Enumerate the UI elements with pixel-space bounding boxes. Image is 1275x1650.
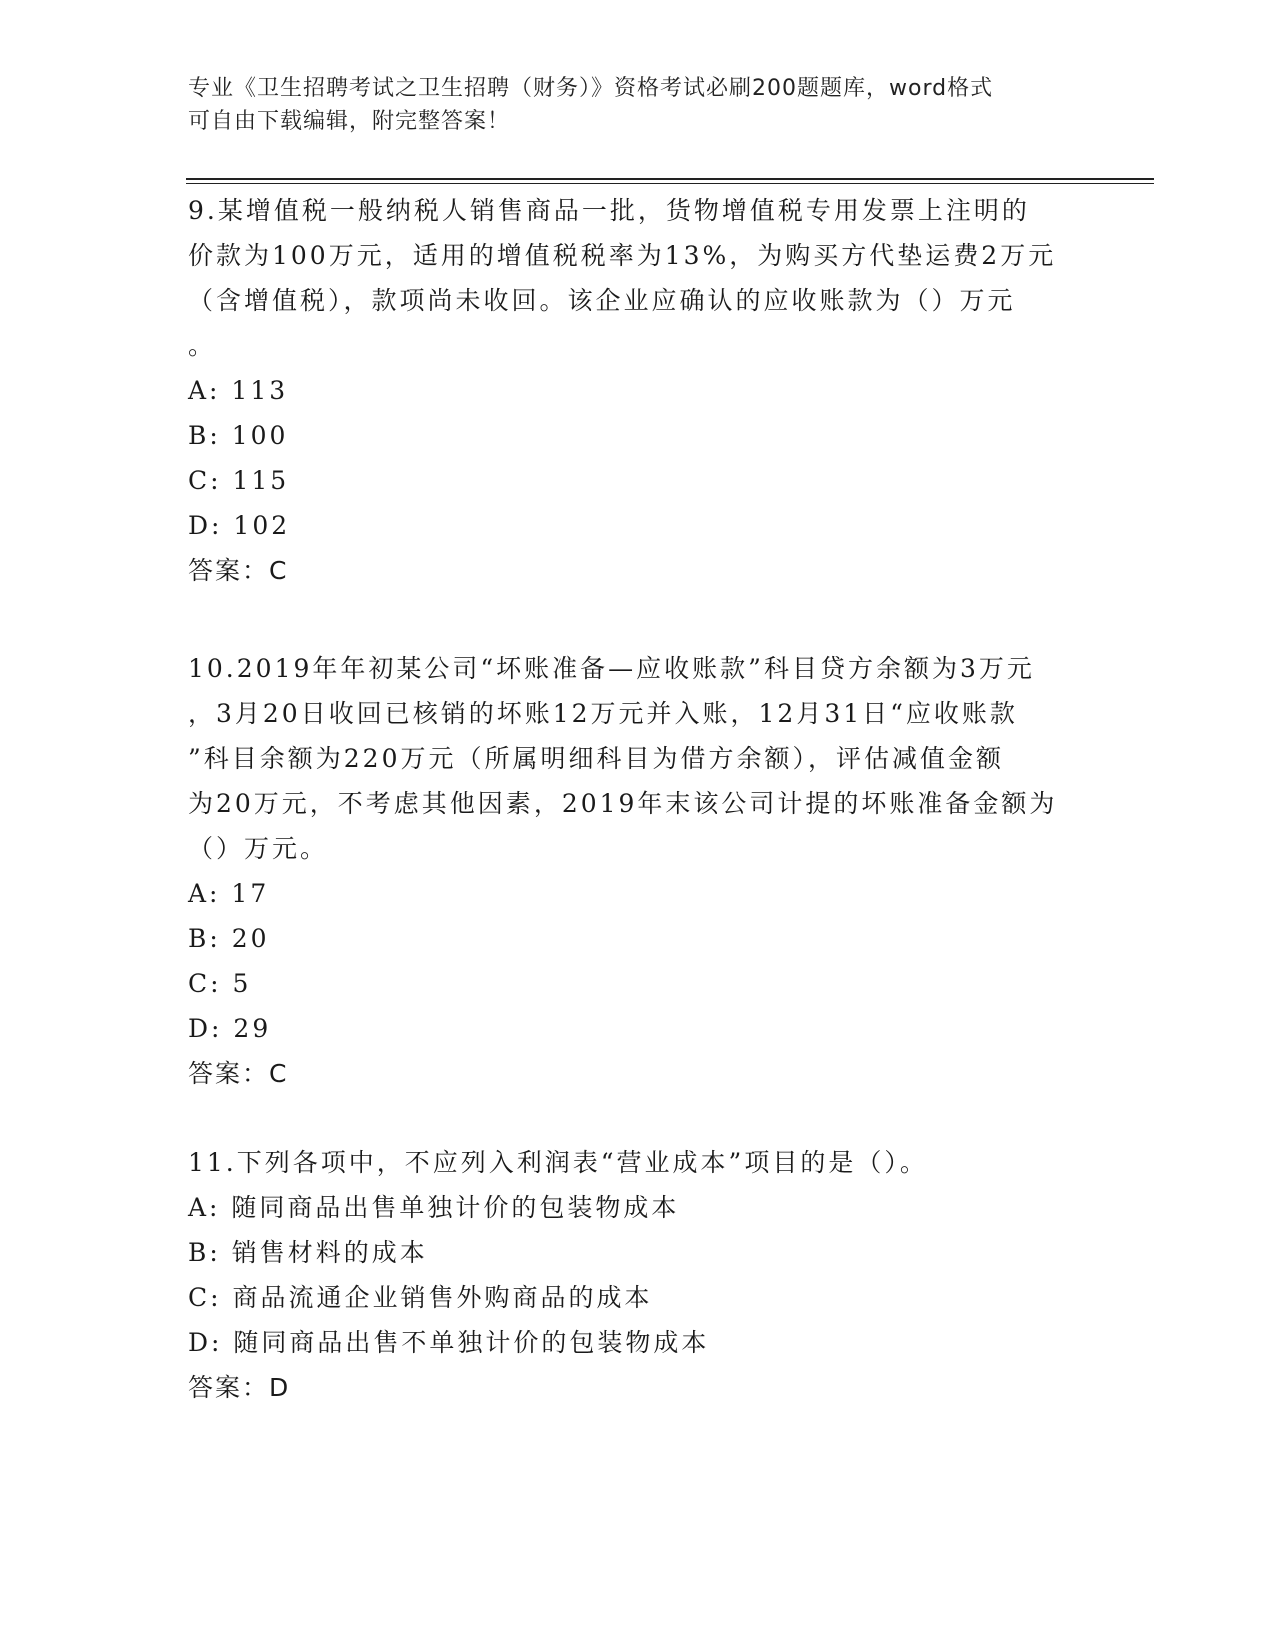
option-b: B: 100 xyxy=(188,421,289,450)
question-stem-line: （含增值税），款项尚未收回。该企业应确认的应收账款为（）万元 xyxy=(188,286,1016,315)
answer-line: 答案：C xyxy=(188,556,289,585)
question-stem-line: ”科目余额为220万元（所属明细科目为借方余额），评估减值金额 xyxy=(188,744,1005,773)
header-divider-thin xyxy=(186,183,1154,184)
answer-line: 答案：C xyxy=(188,1059,289,1088)
header-line-2: 可自由下载编辑，附完整答案！ xyxy=(188,109,511,134)
option-c: C: 115 xyxy=(188,466,290,495)
question-11 xyxy=(188,1140,1088,1410)
option-b: B: 20 xyxy=(188,924,270,953)
question-stem-line: （）万元。 xyxy=(188,834,329,863)
question-stem-line: 。 xyxy=(188,331,217,360)
question-stem-line: 为20万元，不考虑其他因素，2019年末该公司计提的坏账准备金额为 xyxy=(188,789,1058,818)
header-divider-thick xyxy=(186,178,1154,180)
question-stem-line: 9.某增值税一般纳税人销售商品一批，货物增值税专用发票上注明的 xyxy=(188,196,1030,225)
question-stem-line: ，3月20日收回已核销的坏账12万元并入账，12月31日“应收账款 xyxy=(188,699,1018,728)
question-10 xyxy=(188,646,1088,1096)
question-9 xyxy=(188,188,1088,593)
option-a: A: 113 xyxy=(188,376,289,405)
document-header xyxy=(188,72,1068,138)
option-a: A: 17 xyxy=(188,879,270,908)
option-b: B: 销售材料的成本 xyxy=(188,1238,428,1267)
option-d: D: 29 xyxy=(188,1014,272,1043)
question-stem-line: 价款为100万元，适用的增值税税率为13%，为购买方代垫运费2万元 xyxy=(188,241,1057,270)
option-a: A: 随同商品出售单独计价的包装物成本 xyxy=(188,1193,680,1222)
question-stem-line: 10.2019年年初某公司“坏账准备—应收账款”科目贷方余额为3万元 xyxy=(188,654,1035,683)
option-c: C: 5 xyxy=(188,969,252,998)
header-line-1: 专业《卫生招聘考试之卫生招聘（财务）》资格考试必刷200题题库，word格式 xyxy=(188,76,994,101)
option-c: C: 商品流通企业销售外购商品的成本 xyxy=(188,1283,653,1312)
option-d: D: 随同商品出售不单独计价的包装物成本 xyxy=(188,1328,710,1357)
answer-line: 答案：D xyxy=(188,1373,291,1402)
option-d: D: 102 xyxy=(188,511,291,540)
question-stem-line: 11.下列各项中，不应列入利润表“营业成本”项目的是（）。 xyxy=(188,1148,928,1177)
